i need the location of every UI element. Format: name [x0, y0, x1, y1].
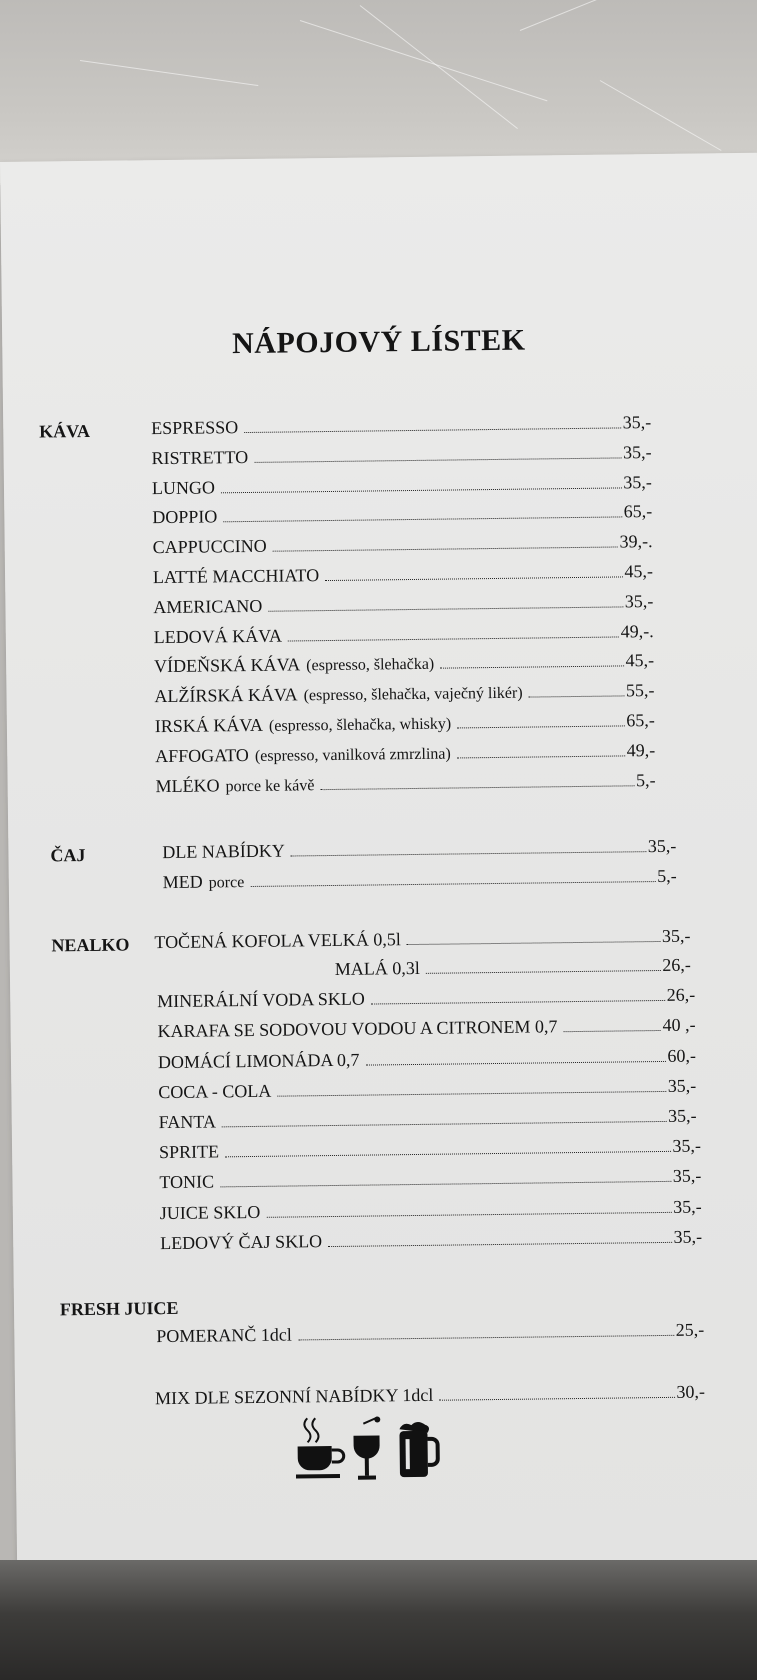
item-price: 35,- [661, 925, 691, 946]
item-price: 35,- [672, 1165, 702, 1187]
coffee-cup-icon [295, 1418, 344, 1479]
menu-item-row [335, 955, 691, 983]
dot-leader [244, 426, 620, 433]
dot-leader [440, 665, 623, 669]
item-price: 35,- [623, 471, 652, 493]
item-name: AMERICANO [153, 595, 263, 617]
dot-leader [563, 1029, 660, 1032]
dot-leader [320, 784, 634, 790]
menu-item-row [154, 650, 654, 680]
dot-leader [426, 969, 661, 974]
menu-item-row [152, 501, 652, 531]
item-price: 35,- [622, 441, 652, 463]
item-note: (espresso, šlehačka, whisky) [268, 715, 452, 735]
item-name: POMERANČ 1dcl [156, 1324, 292, 1347]
dot-leader [325, 575, 622, 581]
dot-leader [529, 695, 624, 698]
menu-item-row [160, 1196, 702, 1227]
item-note: (espresso, šlehačka, vaječný likér) [303, 684, 523, 705]
category-kava: KÁVA [39, 420, 91, 442]
item-note: porce ke kávě [225, 776, 315, 795]
item-name: ESPRESSO [151, 417, 239, 439]
dot-leader [457, 724, 624, 728]
dot-leader [288, 635, 619, 641]
item-price: 35,- [672, 1135, 702, 1157]
item-price: 65,- [623, 501, 653, 522]
menu-item-row [159, 1136, 701, 1167]
menu-item-row [152, 472, 652, 502]
item-price: 5,- [657, 865, 677, 887]
dot-leader [273, 546, 618, 552]
item-price: 35,- [622, 412, 652, 433]
menu-item-row [155, 740, 655, 770]
item-price: 60,- [667, 1045, 696, 1066]
item-price: 40 ,- [662, 1014, 696, 1036]
dot-leader [407, 940, 660, 945]
dot-leader [223, 516, 621, 523]
category-caj: ČAJ [50, 845, 86, 866]
item-name: FANTA [158, 1111, 216, 1133]
dot-leader [268, 605, 622, 611]
item-price: 45,- [624, 561, 654, 582]
dot-leader [328, 1241, 671, 1247]
menu-item-row [160, 1226, 702, 1257]
item-name: LUNGO [151, 476, 216, 498]
menu-item-row [163, 866, 677, 896]
drink-icons [295, 1415, 456, 1487]
item-price: 35,- [667, 1105, 697, 1126]
item-name: VÍDEŇSKÁ KÁVA [153, 654, 301, 677]
item-name: LEDOVÁ KÁVA [153, 625, 282, 647]
item-name: SPRITE [158, 1141, 220, 1163]
dot-leader [371, 999, 665, 1005]
item-price: 45,- [625, 650, 655, 671]
dot-leader [439, 1396, 674, 1401]
menu-item-row [154, 926, 690, 957]
dot-leader [221, 486, 621, 493]
item-name: TOČENÁ KOFOLA VELKÁ 0,5l [154, 929, 401, 953]
item-price: 35,- [673, 1196, 702, 1217]
item-name: CAPPUCCINO [152, 535, 267, 558]
item-name: RISTRETTO [151, 446, 249, 468]
item-name: MALÁ 0,3l [334, 957, 420, 979]
menu-title: NÁPOJOVÝ LÍSTEK [231, 323, 526, 361]
menu-item-row [156, 1319, 704, 1350]
menu-item-row [151, 412, 651, 442]
item-name: MED [162, 871, 203, 893]
item-name: AFFOGATO [155, 744, 249, 766]
dot-leader [225, 1150, 670, 1157]
dot-leader [220, 1180, 671, 1188]
menu-item-row [157, 1015, 695, 1046]
item-name: MIX DLE SEZONNÍ NABÍDKY 1dcl [154, 1384, 434, 1409]
item-note: porce [208, 874, 245, 892]
dot-leader [266, 1210, 671, 1217]
menu-item-row [157, 985, 695, 1016]
menu-item-row [154, 680, 654, 710]
dot-leader [277, 1090, 665, 1097]
item-name: KARAFA SE SODOVOU VODOU A CITRONEM 0,7 [157, 1016, 558, 1042]
item-price: 35,- [673, 1226, 703, 1247]
item-price: 49,-. [620, 620, 654, 642]
item-name: ALŽÍRSKÁ KÁVA [154, 684, 298, 707]
cocktail-glass-icon [353, 1416, 381, 1479]
beer-mug-icon [399, 1422, 438, 1477]
item-price: 39,-. [619, 531, 653, 552]
dot-leader [222, 1120, 666, 1127]
dot-leader [365, 1060, 665, 1066]
item-price: 5,- [635, 769, 656, 790]
item-name: LEDOVÝ ČAJ SKLO [159, 1230, 323, 1253]
item-price: 26,- [662, 954, 691, 975]
item-price: 65,- [626, 710, 655, 731]
item-price: 55,- [625, 680, 655, 701]
menu-item-row [151, 442, 651, 472]
menu-item-row [159, 1106, 697, 1137]
item-name: DOMÁCÍ LIMONÁDA 0,7 [157, 1049, 360, 1072]
menu-item-row [155, 710, 655, 740]
dot-leader [457, 754, 625, 758]
item-name: IRSKÁ KÁVA [154, 714, 264, 737]
item-name: DOPPIO [152, 506, 218, 528]
menu-item-row [153, 561, 653, 591]
item-price: 35,- [647, 835, 677, 857]
menu-item-row [155, 1381, 705, 1412]
item-name: COCA - COLA [158, 1080, 272, 1102]
item-price: 35,- [667, 1075, 697, 1096]
item-name: LATTÉ MACCHIATO [152, 565, 320, 588]
menu-item-row [152, 531, 652, 561]
item-note: (espresso, vanilková zmrzlina) [254, 745, 451, 765]
item-name: DLE NABÍDKY [162, 840, 285, 863]
menu-item-row [159, 1166, 701, 1197]
menu-item-row [162, 836, 676, 866]
item-note: (espresso, šlehačka) [306, 656, 435, 675]
category-nealko: NEALKO [51, 934, 130, 956]
item-name: JUICE SKLO [159, 1201, 261, 1223]
item-name: TONIC [159, 1171, 215, 1193]
menu-item-row [158, 1075, 696, 1106]
item-price: 26,- [666, 984, 696, 1006]
menu-item-row [158, 1045, 696, 1076]
item-name: MLÉKO [155, 774, 220, 796]
menu-item-row [155, 770, 655, 800]
item-name: MINERÁLNÍ VODA SKLO [157, 988, 365, 1012]
item-price: 35,- [624, 590, 654, 612]
dot-leader [291, 850, 646, 856]
item-price: 25,- [675, 1319, 705, 1340]
dot-leader [254, 456, 621, 462]
dot-leader [298, 1334, 674, 1341]
item-price: 49,- [626, 739, 656, 761]
menu-item-row [154, 621, 654, 651]
item-price: 30,- [676, 1381, 706, 1402]
dot-leader [250, 880, 655, 887]
category-fresh-juice: FRESH JUICE [59, 1297, 179, 1320]
menu-item-row [153, 591, 653, 621]
